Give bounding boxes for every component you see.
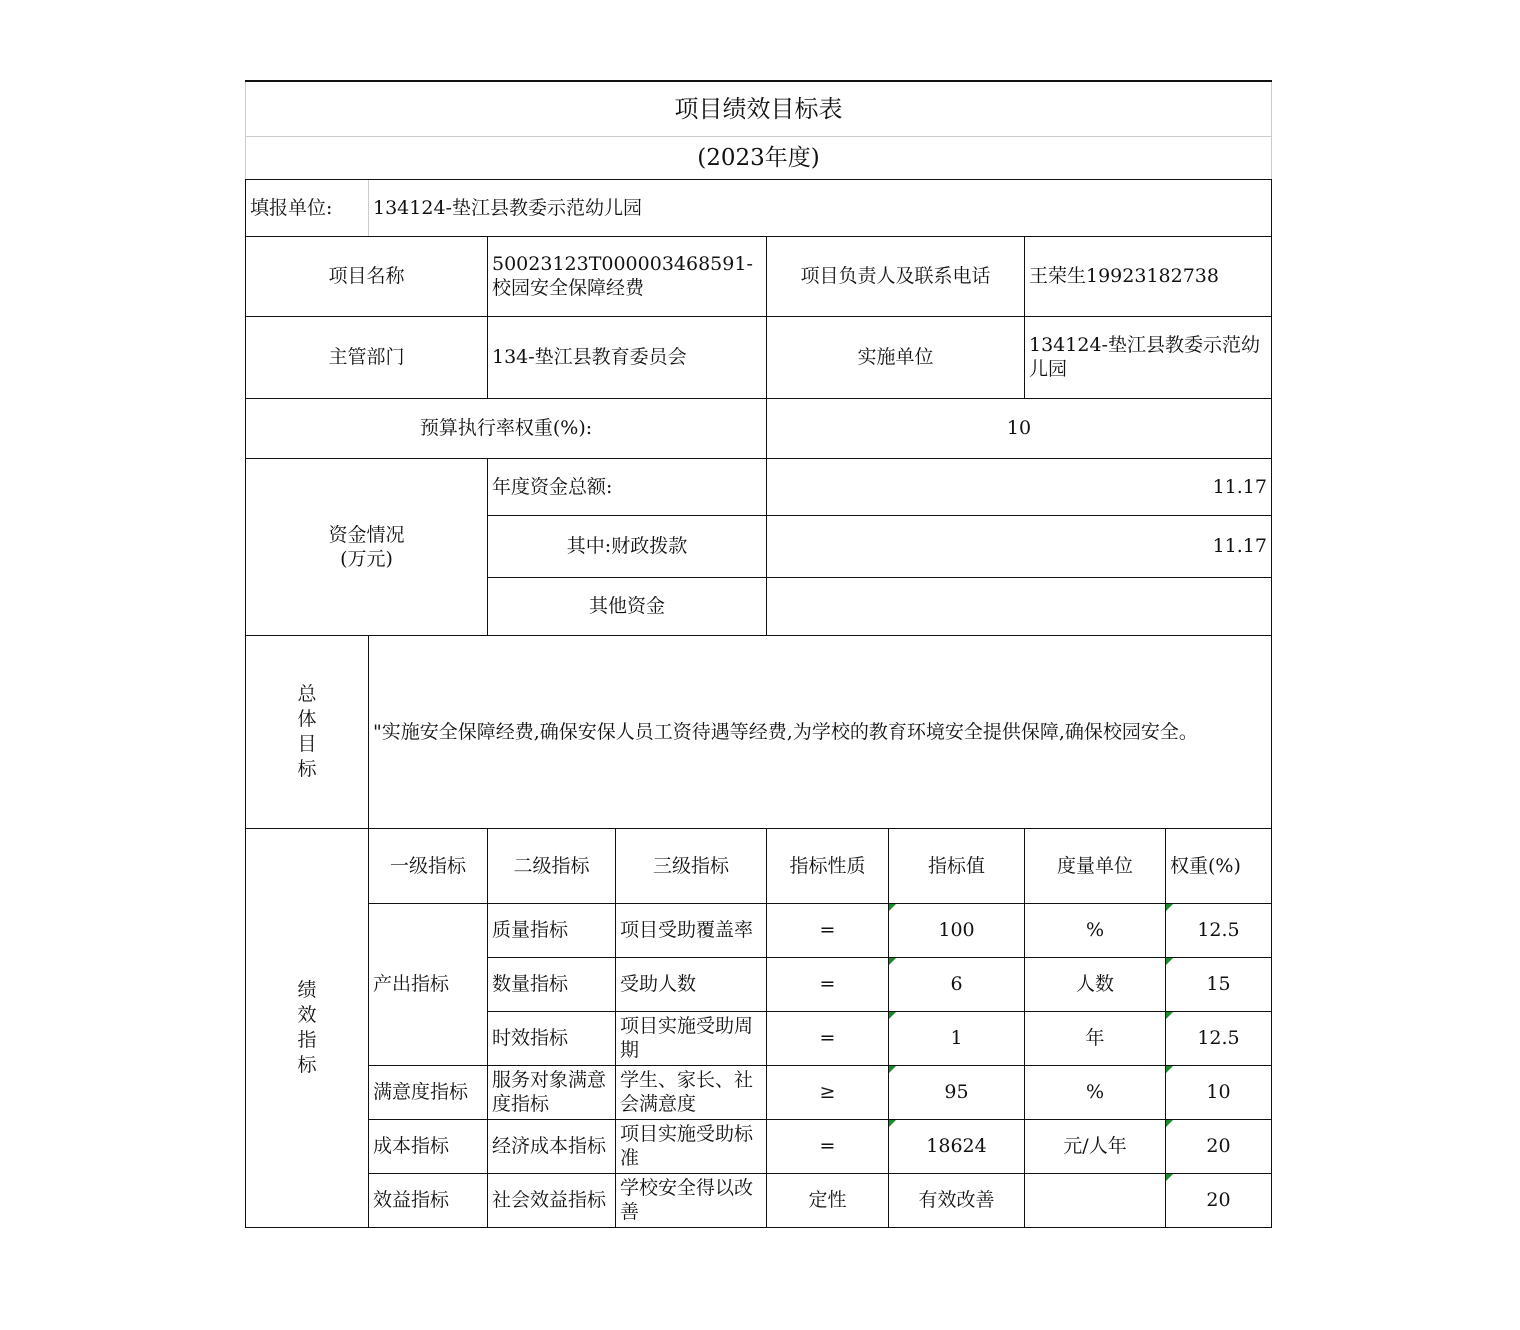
budget-weight-value: 10 (767, 398, 1272, 458)
reporter-label: 填报单位: (246, 179, 369, 236)
value-cell: 100 (889, 903, 1025, 957)
value-cell: 95 (889, 1065, 1025, 1119)
value-cell: 18624 (889, 1119, 1025, 1173)
fiscal-label: 其中:财政拨款 (488, 515, 767, 577)
header-weight: 权重(%) (1166, 828, 1272, 903)
project-name-label: 项目名称 (246, 236, 488, 316)
unit-cell: % (1025, 1065, 1166, 1119)
owner-label: 项目负责人及联系电话 (767, 236, 1025, 316)
header-level2: 二级指标 (488, 828, 616, 903)
level2-cell: 数量指标 (488, 957, 616, 1011)
level2-cell: 服务对象满意度指标 (488, 1065, 616, 1119)
value-cell: 1 (889, 1011, 1025, 1065)
table-row (246, 1173, 1272, 1227)
nature-cell: 定性 (767, 1173, 889, 1227)
fiscal-value: 11.17 (767, 515, 1272, 577)
goal-label: 总 体 目 标 (246, 635, 369, 828)
level1-cell: 成本指标 (369, 1119, 488, 1173)
nature-cell: = (767, 1119, 889, 1173)
weight-cell: 12.5 (1166, 1011, 1272, 1065)
header-level1: 一级指标 (369, 828, 488, 903)
header-value: 指标值 (889, 828, 1025, 903)
budget-weight-label: 预算执行率权重(%): (246, 398, 767, 458)
annual-total-value: 11.17 (767, 458, 1272, 515)
nature-cell: = (767, 903, 889, 957)
other-funds-label: 其他资金 (488, 577, 767, 635)
header-unit: 度量单位 (1025, 828, 1166, 903)
value-cell: 有效改善 (889, 1173, 1025, 1227)
nature-cell: ≥ (767, 1065, 889, 1119)
level1-cell: 效益指标 (369, 1173, 488, 1227)
value-cell: 6 (889, 957, 1025, 1011)
level1-cell: 满意度指标 (369, 1065, 488, 1119)
weight-cell: 10 (1166, 1065, 1272, 1119)
unit-cell: 元/人年 (1025, 1119, 1166, 1173)
level3-cell: 受助人数 (616, 957, 767, 1011)
impl-label: 实施单位 (767, 316, 1025, 398)
table-title: 项目绩效目标表 (246, 81, 1272, 136)
level1-cell: 产出指标 (369, 903, 488, 1065)
nature-cell: = (767, 957, 889, 1011)
weight-cell: 12.5 (1166, 903, 1272, 957)
dept-label: 主管部门 (246, 316, 488, 398)
level3-cell: 项目受助覆盖率 (616, 903, 767, 957)
performance-target-table (245, 80, 1272, 1228)
level3-cell: 项目实施受助标准 (616, 1119, 767, 1173)
table-row (246, 1119, 1272, 1173)
goal-text: "实施安全保障经费,确保安保人员工资待遇等经费,为学校的教育环境安全提供保障,确保校园安全。 (369, 635, 1272, 828)
unit-cell (1025, 1173, 1166, 1227)
weight-cell: 15 (1166, 957, 1272, 1011)
unit-cell: 人数 (1025, 957, 1166, 1011)
table-row (246, 903, 1272, 957)
unit-cell: % (1025, 903, 1166, 957)
level2-cell: 质量指标 (488, 903, 616, 957)
level2-cell: 社会效益指标 (488, 1173, 616, 1227)
annual-total-label: 年度资金总额: (488, 458, 767, 515)
level3-cell: 学校安全得以改善 (616, 1173, 767, 1227)
performance-target-sheet (245, 80, 1271, 1228)
owner-value: 王荣生19923182738 (1025, 236, 1272, 316)
perf-label: 绩 效 指 标 (246, 828, 369, 1227)
level3-cell: 学生、家长、社会满意度 (616, 1065, 767, 1119)
project-name-value: 50023123T000003468591-校园安全保障经费 (488, 236, 767, 316)
nature-cell: = (767, 1011, 889, 1065)
impl-value: 134124-垫江县教委示范幼儿园 (1025, 316, 1272, 398)
weight-cell: 20 (1166, 1119, 1272, 1173)
table-year: (2023年度) (246, 136, 1272, 179)
header-nature: 指标性质 (767, 828, 889, 903)
unit-cell: 年 (1025, 1011, 1166, 1065)
weight-cell: 20 (1166, 1173, 1272, 1227)
reporter-value: 134124-垫江县教委示范幼儿园 (369, 179, 1272, 236)
header-level3: 三级指标 (616, 828, 767, 903)
table-row (246, 1065, 1272, 1119)
funds-label: 资金情况 (万元) (246, 458, 488, 635)
level2-cell: 经济成本指标 (488, 1119, 616, 1173)
level2-cell: 时效指标 (488, 1011, 616, 1065)
dept-value: 134-垫江县教育委员会 (488, 316, 767, 398)
level3-cell: 项目实施受助周期 (616, 1011, 767, 1065)
other-funds-value (767, 577, 1272, 635)
